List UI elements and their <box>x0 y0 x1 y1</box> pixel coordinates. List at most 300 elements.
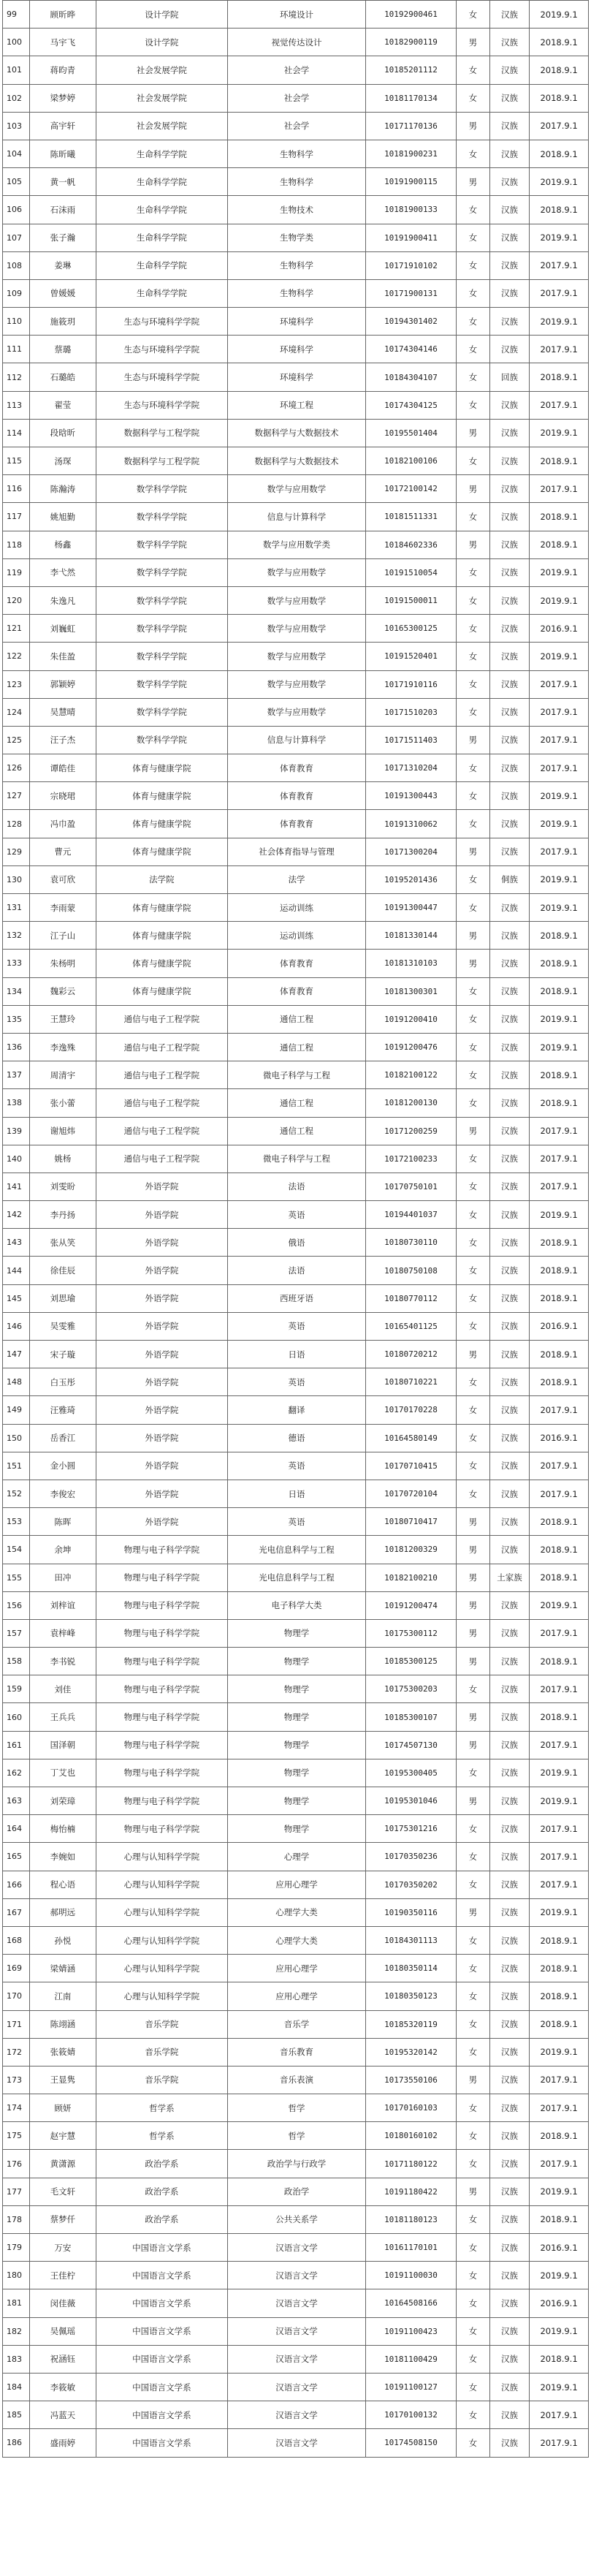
student-id-cell: 10181300301 <box>366 977 457 1005</box>
index-cell: 155 <box>3 1564 30 1591</box>
ethnicity-cell: 汉族 <box>489 1926 529 1954</box>
table-row <box>3 419 589 447</box>
enroll-date-cell: 2017.9.1 <box>530 279 589 307</box>
major-cell: 汉语言文学 <box>227 2373 365 2401</box>
student-id-cell: 10195320142 <box>366 2038 457 2066</box>
gender-cell: 女 <box>456 196 489 224</box>
major-cell: 环境工程 <box>227 391 365 419</box>
student-id-cell: 10191300443 <box>366 782 457 810</box>
enroll-date-cell: 2019.9.1 <box>530 586 589 614</box>
index-cell: 172 <box>3 2038 30 2066</box>
ethnicity-cell: 汉族 <box>489 2205 529 2233</box>
gender-cell: 女 <box>456 2289 489 2317</box>
name-cell: 黄一帆 <box>29 168 96 196</box>
ethnicity-cell: 汉族 <box>489 1117 529 1145</box>
gender-cell: 女 <box>456 698 489 726</box>
gender-cell: 女 <box>456 251 489 279</box>
enroll-date-cell: 2018.9.1 <box>530 1061 589 1089</box>
student-id-cell: 10191100423 <box>366 2317 457 2345</box>
name-cell: 石璐皓 <box>29 363 96 391</box>
index-cell: 180 <box>3 2262 30 2289</box>
table-row <box>3 838 589 865</box>
ethnicity-cell: 汉族 <box>489 643 529 670</box>
gender-cell: 女 <box>456 2234 489 2262</box>
student-id-cell: 10180720212 <box>366 1341 457 1368</box>
college-cell: 生命科学学院 <box>96 251 227 279</box>
gender-cell: 男 <box>456 1619 489 1647</box>
table-row <box>3 922 589 950</box>
name-cell: 王佳柠 <box>29 2262 96 2289</box>
ethnicity-cell: 汉族 <box>489 531 529 558</box>
index-cell: 181 <box>3 2289 30 2317</box>
college-cell: 物理与电子科学学院 <box>96 1675 227 1703</box>
ethnicity-cell: 汉族 <box>489 1508 529 1536</box>
major-cell: 物理学 <box>227 1787 365 1815</box>
student-id-cell: 10185300107 <box>366 1703 457 1731</box>
student-id-cell: 10174304146 <box>366 336 457 363</box>
college-cell: 社会发展学院 <box>96 112 227 140</box>
name-cell: 顾妍 <box>29 2094 96 2122</box>
major-cell: 通信工程 <box>227 1089 365 1117</box>
student-id-cell: 10180710417 <box>366 1508 457 1536</box>
gender-cell: 女 <box>456 308 489 336</box>
major-cell: 政治学 <box>227 2178 365 2205</box>
gender-cell: 女 <box>456 2205 489 2233</box>
student-id-cell: 10180750108 <box>366 1257 457 1284</box>
student-id-cell: 10182100106 <box>366 447 457 475</box>
ethnicity-cell: 汉族 <box>489 1843 529 1871</box>
index-cell: 142 <box>3 1201 30 1229</box>
name-cell: 徐佳辰 <box>29 1257 96 1284</box>
enroll-date-cell: 2018.9.1 <box>530 531 589 558</box>
enroll-date-cell: 2018.9.1 <box>530 503 589 531</box>
college-cell: 外语学院 <box>96 1368 227 1396</box>
enroll-date-cell: 2018.9.1 <box>530 1508 589 1536</box>
major-cell: 数学与应用数学 <box>227 670 365 698</box>
ethnicity-cell: 汉族 <box>489 726 529 754</box>
name-cell: 袁梓峰 <box>29 1619 96 1647</box>
major-cell: 翻译 <box>227 1396 365 1424</box>
table-row <box>3 2289 589 2317</box>
enroll-date-cell: 2018.9.1 <box>530 29 589 56</box>
name-cell: 梁梦婷 <box>29 84 96 112</box>
ethnicity-cell: 汉族 <box>489 140 529 167</box>
student-id-cell: 10173550106 <box>366 2066 457 2094</box>
table-row <box>3 615 589 643</box>
index-cell: 102 <box>3 84 30 112</box>
table-row <box>3 112 589 140</box>
index-cell: 99 <box>3 1 30 29</box>
index-cell: 101 <box>3 56 30 84</box>
enroll-date-cell: 2018.9.1 <box>530 56 589 84</box>
index-cell: 132 <box>3 922 30 950</box>
major-cell: 汉语言文学 <box>227 2429 365 2457</box>
major-cell: 信息与计算科学 <box>227 726 365 754</box>
enroll-date-cell: 2019.9.1 <box>530 558 589 586</box>
index-cell: 157 <box>3 1619 30 1647</box>
student-id-cell: 10181200329 <box>366 1536 457 1564</box>
enroll-date-cell: 2019.9.1 <box>530 2178 589 2205</box>
major-cell: 应用心理学 <box>227 1955 365 1982</box>
table-row <box>3 56 589 84</box>
index-cell: 109 <box>3 279 30 307</box>
enroll-date-cell: 2019.9.1 <box>530 2373 589 2401</box>
student-id-cell: 10181170134 <box>366 84 457 112</box>
enroll-date-cell: 2017.9.1 <box>530 1117 589 1145</box>
table-row <box>3 1061 589 1089</box>
enroll-date-cell: 2018.9.1 <box>530 363 589 391</box>
major-cell: 公共关系学 <box>227 2205 365 2233</box>
student-id-cell: 10181900231 <box>366 140 457 167</box>
name-cell: 毛文轩 <box>29 2178 96 2205</box>
student-table <box>2 0 589 2458</box>
ethnicity-cell: 汉族 <box>489 1424 529 1452</box>
gender-cell: 女 <box>456 2150 489 2178</box>
ethnicity-cell: 汉族 <box>489 586 529 614</box>
gender-cell: 男 <box>456 29 489 56</box>
index-cell: 133 <box>3 950 30 977</box>
name-cell: 冯蓝天 <box>29 2401 96 2429</box>
college-cell: 中国语言文学系 <box>96 2429 227 2457</box>
ethnicity-cell: 汉族 <box>489 754 529 782</box>
major-cell: 体育教育 <box>227 754 365 782</box>
table-row <box>3 2122 589 2150</box>
student-id-cell: 10195301046 <box>366 1787 457 1815</box>
student-id-cell: 10194401037 <box>366 1201 457 1229</box>
table-row <box>3 1731 589 1759</box>
student-id-cell: 10184304107 <box>366 363 457 391</box>
index-cell: 138 <box>3 1089 30 1117</box>
major-cell: 数学与应用数学 <box>227 643 365 670</box>
college-cell: 数据科学与工程学院 <box>96 419 227 447</box>
enroll-date-cell: 2018.9.1 <box>530 950 589 977</box>
index-cell: 110 <box>3 308 30 336</box>
name-cell: 宋子璇 <box>29 1341 96 1368</box>
name-cell: 陈晖 <box>29 1508 96 1536</box>
name-cell: 陈瀚涛 <box>29 475 96 503</box>
table-row <box>3 950 589 977</box>
major-cell: 数据科学与大数据技术 <box>227 419 365 447</box>
table-row <box>3 1284 589 1312</box>
student-id-cell: 10172100142 <box>366 475 457 503</box>
index-cell: 174 <box>3 2094 30 2122</box>
student-id-cell: 10175300203 <box>366 1675 457 1703</box>
name-cell: 陈昕曦 <box>29 140 96 167</box>
major-cell: 社会学 <box>227 112 365 140</box>
gender-cell: 女 <box>456 894 489 922</box>
enroll-date-cell: 2017.9.1 <box>530 2066 589 2094</box>
college-cell: 设计学院 <box>96 1 227 29</box>
major-cell: 心理学大类 <box>227 1926 365 1954</box>
ethnicity-cell: 汉族 <box>489 503 529 531</box>
index-cell: 149 <box>3 1396 30 1424</box>
college-cell: 体育与健康学院 <box>96 838 227 865</box>
table-row <box>3 1229 589 1257</box>
index-cell: 144 <box>3 1257 30 1284</box>
student-id-cell: 10194301402 <box>366 308 457 336</box>
major-cell: 心理学 <box>227 1843 365 1871</box>
enroll-date-cell: 2017.9.1 <box>530 2094 589 2122</box>
table-row <box>3 2401 589 2429</box>
major-cell: 光电信息科学与工程 <box>227 1536 365 1564</box>
index-cell: 137 <box>3 1061 30 1089</box>
index-cell: 186 <box>3 2429 30 2457</box>
table-row <box>3 1424 589 1452</box>
name-cell: 顾昕晔 <box>29 1 96 29</box>
student-id-cell: 10181200130 <box>366 1089 457 1117</box>
major-cell: 社会学 <box>227 84 365 112</box>
table-row <box>3 726 589 754</box>
ethnicity-cell: 汉族 <box>489 1145 529 1173</box>
ethnicity-cell: 汉族 <box>489 1396 529 1424</box>
index-cell: 117 <box>3 503 30 531</box>
ethnicity-cell: 汉族 <box>489 196 529 224</box>
name-cell: 江子山 <box>29 922 96 950</box>
college-cell: 外语学院 <box>96 1284 227 1312</box>
enroll-date-cell: 2019.9.1 <box>530 865 589 893</box>
name-cell: 袁可欣 <box>29 865 96 893</box>
table-row <box>3 2317 589 2345</box>
gender-cell: 女 <box>456 1145 489 1173</box>
gender-cell: 女 <box>456 2122 489 2150</box>
gender-cell: 男 <box>456 2066 489 2094</box>
index-cell: 185 <box>3 2401 30 2429</box>
student-id-cell: 10171180122 <box>366 2150 457 2178</box>
gender-cell: 女 <box>456 2317 489 2345</box>
student-id-cell: 10184301113 <box>366 1926 457 1954</box>
index-cell: 168 <box>3 1926 30 1954</box>
gender-cell: 女 <box>456 977 489 1005</box>
college-cell: 中国语言文学系 <box>96 2401 227 2429</box>
college-cell: 数学科学学院 <box>96 586 227 614</box>
ethnicity-cell: 汉族 <box>489 2094 529 2122</box>
name-cell: 梁婧涵 <box>29 1955 96 1982</box>
name-cell: 郝明远 <box>29 1898 96 1926</box>
student-id-cell: 10191900115 <box>366 168 457 196</box>
name-cell: 李婉如 <box>29 1843 96 1871</box>
gender-cell: 女 <box>456 363 489 391</box>
ethnicity-cell: 汉族 <box>489 1257 529 1284</box>
enroll-date-cell: 2017.9.1 <box>530 1396 589 1424</box>
table-row <box>3 224 589 251</box>
college-cell: 心理与认知科学学院 <box>96 1871 227 1898</box>
table-row <box>3 1145 589 1173</box>
ethnicity-cell: 汉族 <box>489 475 529 503</box>
college-cell: 心理与认知科学学院 <box>96 1926 227 1954</box>
index-cell: 126 <box>3 754 30 782</box>
ethnicity-cell: 汉族 <box>489 1284 529 1312</box>
name-cell: 施筱玥 <box>29 308 96 336</box>
enroll-date-cell: 2018.9.1 <box>530 2122 589 2150</box>
major-cell: 物理学 <box>227 1675 365 1703</box>
name-cell: 姚杨 <box>29 1145 96 1173</box>
college-cell: 体育与健康学院 <box>96 894 227 922</box>
student-id-cell: 10170100132 <box>366 2401 457 2429</box>
gender-cell: 女 <box>456 1284 489 1312</box>
index-cell: 139 <box>3 1117 30 1145</box>
gender-cell: 女 <box>456 1982 489 2010</box>
table-row <box>3 558 589 586</box>
ethnicity-cell: 汉族 <box>489 391 529 419</box>
ethnicity-cell: 汉族 <box>489 2262 529 2289</box>
ethnicity-cell: 汉族 <box>489 810 529 838</box>
student-id-cell: 10164580149 <box>366 1424 457 1452</box>
gender-cell: 男 <box>456 2178 489 2205</box>
index-cell: 156 <box>3 1591 30 1619</box>
gender-cell: 女 <box>456 1201 489 1229</box>
table-row <box>3 279 589 307</box>
enroll-date-cell: 2019.9.1 <box>530 168 589 196</box>
major-cell: 通信工程 <box>227 1117 365 1145</box>
name-cell: 吴雯雅 <box>29 1312 96 1340</box>
gender-cell: 女 <box>456 224 489 251</box>
gender-cell: 女 <box>456 1955 489 1982</box>
enroll-date-cell: 2018.9.1 <box>530 1229 589 1257</box>
index-cell: 129 <box>3 838 30 865</box>
gender-cell: 女 <box>456 84 489 112</box>
enroll-date-cell: 2018.9.1 <box>530 922 589 950</box>
index-cell: 167 <box>3 1898 30 1926</box>
college-cell: 物理与电子科学学院 <box>96 1759 227 1787</box>
college-cell: 心理与认知科学学院 <box>96 1898 227 1926</box>
enroll-date-cell: 2018.9.1 <box>530 1089 589 1117</box>
gender-cell: 女 <box>456 1926 489 1954</box>
college-cell: 外语学院 <box>96 1452 227 1480</box>
gender-cell: 女 <box>456 558 489 586</box>
ethnicity-cell: 汉族 <box>489 2317 529 2345</box>
student-id-cell: 10191200474 <box>366 1591 457 1619</box>
major-cell: 数学与应用数学 <box>227 615 365 643</box>
table-row <box>3 1257 589 1284</box>
ethnicity-cell: 汉族 <box>489 670 529 698</box>
index-cell: 111 <box>3 336 30 363</box>
ethnicity-cell: 汉族 <box>489 2373 529 2401</box>
enroll-date-cell: 2016.9.1 <box>530 2234 589 2262</box>
major-cell: 物理学 <box>227 1815 365 1843</box>
gender-cell: 男 <box>456 1117 489 1145</box>
gender-cell: 女 <box>456 670 489 698</box>
table-row <box>3 1898 589 1926</box>
name-cell: 梅怡楠 <box>29 1815 96 1843</box>
major-cell: 法语 <box>227 1257 365 1284</box>
student-id-cell: 10191500011 <box>366 586 457 614</box>
student-id-cell: 10181180123 <box>366 2205 457 2233</box>
gender-cell: 男 <box>456 168 489 196</box>
student-id-cell: 10191200410 <box>366 1005 457 1033</box>
student-id-cell: 10170710415 <box>366 1452 457 1480</box>
table-row <box>3 1452 589 1480</box>
college-cell: 生态与环境科学学院 <box>96 308 227 336</box>
gender-cell: 女 <box>456 1871 489 1898</box>
enroll-date-cell: 2017.9.1 <box>530 2150 589 2178</box>
college-cell: 外语学院 <box>96 1257 227 1284</box>
index-cell: 104 <box>3 140 30 167</box>
enroll-date-cell: 2017.9.1 <box>530 391 589 419</box>
gender-cell: 女 <box>456 503 489 531</box>
major-cell: 英语 <box>227 1312 365 1340</box>
student-id-cell: 10170720104 <box>366 1480 457 1507</box>
name-cell: 汪雅琦 <box>29 1396 96 1424</box>
college-cell: 法学院 <box>96 865 227 893</box>
ethnicity-cell: 汉族 <box>489 1759 529 1787</box>
major-cell: 数学与应用数学 <box>227 475 365 503</box>
major-cell: 通信工程 <box>227 1005 365 1033</box>
enroll-date-cell: 2019.9.1 <box>530 1898 589 1926</box>
table-row <box>3 1759 589 1787</box>
index-cell: 146 <box>3 1312 30 1340</box>
major-cell: 心理学大类 <box>227 1898 365 1926</box>
table-row <box>3 1982 589 2010</box>
gender-cell: 女 <box>456 1033 489 1061</box>
student-id-cell: 10161170101 <box>366 2234 457 2262</box>
major-cell: 法学 <box>227 865 365 893</box>
student-id-cell: 10171910116 <box>366 670 457 698</box>
enroll-date-cell: 2017.9.1 <box>530 754 589 782</box>
student-id-cell: 10182100210 <box>366 1564 457 1591</box>
name-cell: 冯巾盈 <box>29 810 96 838</box>
table-row <box>3 475 589 503</box>
gender-cell: 男 <box>456 838 489 865</box>
table-row <box>3 1396 589 1424</box>
student-id-cell: 10191200476 <box>366 1033 457 1061</box>
major-cell: 汉语言文学 <box>227 2289 365 2317</box>
name-cell: 石沫雨 <box>29 196 96 224</box>
student-id-cell: 10170160103 <box>366 2094 457 2122</box>
table-row <box>3 1703 589 1731</box>
enroll-date-cell: 2017.9.1 <box>530 1731 589 1759</box>
name-cell: 谢旭炜 <box>29 1117 96 1145</box>
ethnicity-cell: 汉族 <box>489 1452 529 1480</box>
table-row <box>3 1117 589 1145</box>
table-row <box>3 2345 589 2373</box>
gender-cell: 女 <box>456 1257 489 1284</box>
ethnicity-cell: 汉族 <box>489 1173 529 1200</box>
name-cell: 郭颖婷 <box>29 670 96 698</box>
ethnicity-cell: 汉族 <box>489 977 529 1005</box>
enroll-date-cell: 2017.9.1 <box>530 1843 589 1871</box>
index-cell: 152 <box>3 1480 30 1507</box>
index-cell: 121 <box>3 615 30 643</box>
student-id-cell: 10191510054 <box>366 558 457 586</box>
table-row <box>3 2150 589 2178</box>
index-cell: 160 <box>3 1703 30 1731</box>
student-id-cell: 10191310062 <box>366 810 457 838</box>
college-cell: 物理与电子科学学院 <box>96 1815 227 1843</box>
index-cell: 182 <box>3 2317 30 2345</box>
student-id-cell: 10191520401 <box>366 643 457 670</box>
college-cell: 生命科学学院 <box>96 168 227 196</box>
college-cell: 中国语言文学系 <box>96 2234 227 2262</box>
enroll-date-cell: 2017.9.1 <box>530 1480 589 1507</box>
ethnicity-cell: 汉族 <box>489 308 529 336</box>
table-row <box>3 2373 589 2401</box>
gender-cell: 男 <box>456 726 489 754</box>
college-cell: 外语学院 <box>96 1424 227 1452</box>
index-cell: 100 <box>3 29 30 56</box>
student-id-cell: 10171300204 <box>366 838 457 865</box>
major-cell: 英语 <box>227 1201 365 1229</box>
enroll-date-cell: 2018.9.1 <box>530 196 589 224</box>
name-cell: 李弋然 <box>29 558 96 586</box>
college-cell: 心理与认知科学学院 <box>96 1982 227 2010</box>
major-cell: 生物科学 <box>227 140 365 167</box>
ethnicity-cell: 汉族 <box>489 251 529 279</box>
major-cell: 英语 <box>227 1508 365 1536</box>
college-cell: 通信与电子工程学院 <box>96 1117 227 1145</box>
college-cell: 数学科学学院 <box>96 558 227 586</box>
index-cell: 171 <box>3 2010 30 2038</box>
college-cell: 物理与电子科学学院 <box>96 1648 227 1675</box>
